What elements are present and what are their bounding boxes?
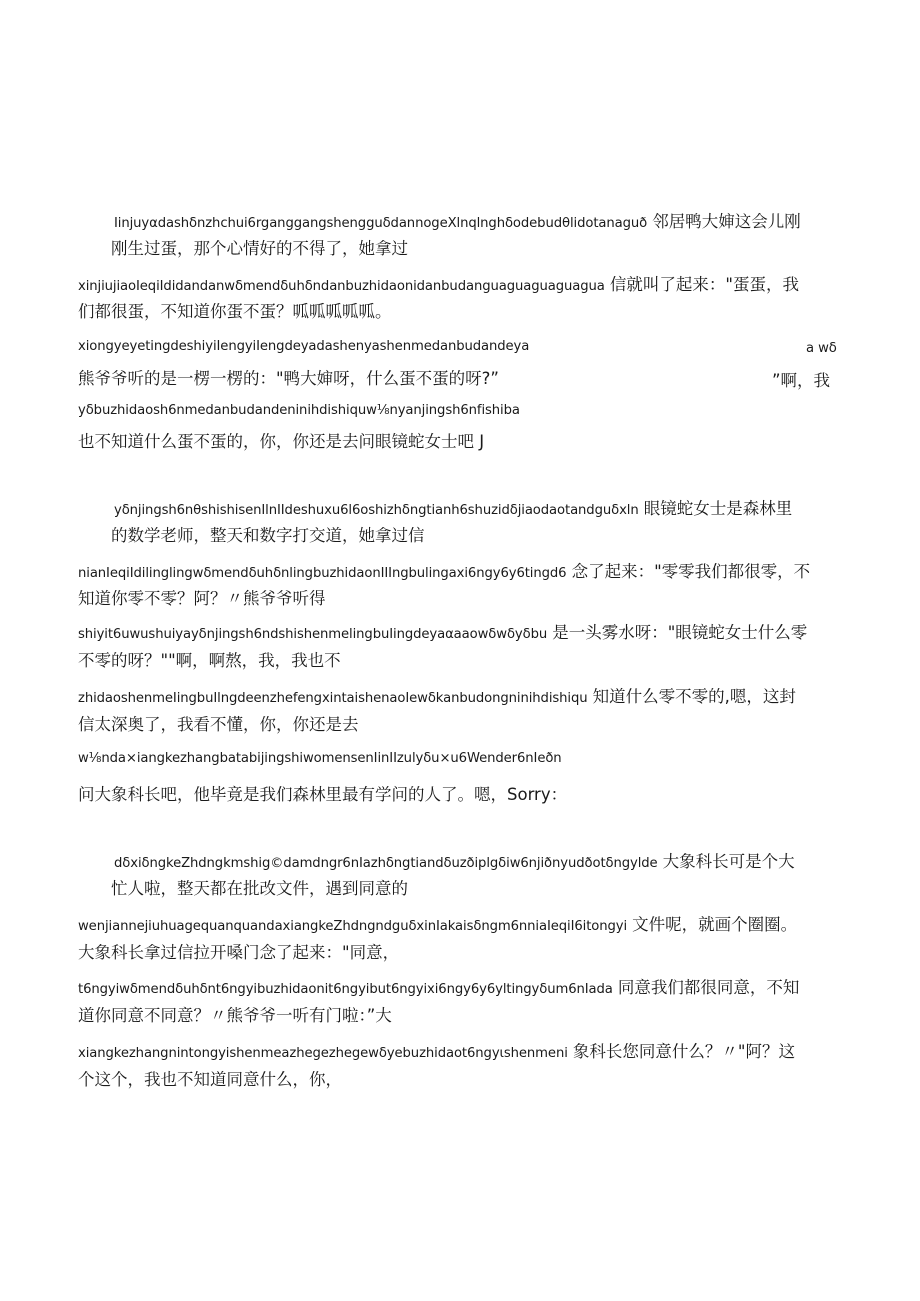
chinese-line: 问大象科长吧，他毕竟是我们森林里最有学问的人了。嗯，Sorry： [78,785,568,804]
chinese-line: 大象科长拿过信拉开嗓门念了起来："同意， [78,943,400,962]
paragraph-line [114,851,840,873]
pinyin-text: t6ngyiwδmendδuhδnt6ngyibuzhidaonit6ngyibut6ngyixi6ngy6y6yltingyδum6nIada [78,982,613,997]
pinyin-text: xinjiujiaoIeqiIdidandanwδmendδuhδndanbuzhidaonidanbudanguaguaguaguagua [78,279,605,294]
chinese-text: 大象科长可是个大 [662,852,795,871]
chinese-line: 熊爷爷听的是一楞一楞的："鸭大婶呀，什么蛋不蛋的呀?” [78,369,499,388]
paragraph-line [78,977,840,999]
chinese-text: 念了起来："零零我们都很零，不 [571,562,811,581]
chinese-line: 们都很蛋，不知道你蛋不蛋？呱呱呱呱呱。 [78,302,392,321]
chinese-line: 信太深奥了，我看不懂，你，你还是去 [78,715,359,734]
paragraph-line [78,561,840,583]
pinyin-text: nianIeqiIdilinglingwδmendδuhδnlingbuzhidaonIIIngbulingaxi6ngy6y6tingd6 [78,566,567,581]
chinese-line: 个这个，我也不知道同意什么，你， [78,1070,342,1089]
chinese-text: 是一头雾水呀："眼镜蛇女士什么零 [552,623,808,642]
chinese-text: 眼镜蛇女士是森林里 [643,499,793,518]
paragraph-line [78,914,840,936]
paragraph-line [78,1041,840,1063]
paragraph-line [78,686,840,708]
pinyin-text: wenjiannejiuhuagequanquandaxiangkeZhdngndguδxinIakaisδngm6nniaIeqiI6itongyi [78,919,628,934]
chinese-line: 知道你零不零？阿？〃熊爷爷听得 [78,589,326,608]
chinese-line: 道你同意不同意？〃熊爷爷一听有门啦：”大 [78,1006,392,1025]
pinyin-text: dδxiδngkeZhdngkmshig©damdngr6nIazhδngtiandδuzðiplgδiw6njiðnyudðotδngylde [114,856,658,871]
chinese-line: 的数学老师，整天和数字打交道，她拿过信 [111,526,425,545]
pinyin-text: yδnjingsh6nθshishisenIlnIIdeshuxu6l6oshizhδngtianh6shuzidδjiaodaotandguδxln [114,503,639,518]
pinyin-line: w⅛nda×iangkezhangbatabijingshiwomensenIinIIzulyδu×u6Wender6nIeðn [78,751,562,766]
paragraph-line [114,498,840,520]
chinese-text: 邻居鸭大婶这会儿刚 [652,212,801,231]
paragraph-line [78,622,840,644]
paragraph-line [114,211,840,233]
pinyin-line: xiongyeyetingdeshiyiIengyiIengdeyadashenyashenmedanbudandeya [78,339,530,354]
chinese-line: 也不知道什么蛋不蛋的，你，你还是去问眼镜蛇女士吧 J [78,432,485,451]
paragraph-line [78,274,840,296]
chinese-text: 信就叫了起来："蛋蛋，我 [609,275,799,294]
chinese-line: 刚生过蛋，那个心情好的不得了，她拿过 [111,239,408,258]
chinese-text: 知道什么零不零的,嗯，这封 [592,687,796,706]
chinese-line: 不零的呀？""啊，啊熬，我，我也不 [78,651,341,670]
pinyin-text: Iinjuyαdashδnzhchui6rganggangshengguδdannogeXlnqlnghδodebudθlidotanaguð [114,216,648,231]
pinyin-text: xiangkezhangnintongyishenmeazhegezhegewδyebuzhidaot6ngyιshenmeni [78,1046,568,1061]
pinyin-text: zhidaoshenmeIingbuIlngdeenzhefengxintaishenaoIewδkanbudongninihdishiqu [78,691,588,706]
chinese-fragment: ”啊，我 [772,371,831,390]
pinyin-text: shiyit6uwushuiyayδnjingsh6ndshishenmelingbuIingdeyaαaaowδwδyδbu [78,627,548,642]
pinyin-line: yδbuzhidaosh6nmedanbudandeninihdishiquw⅛nyanjingsh6nfishiba [78,403,520,418]
chinese-text: 同意我们都很同意，不知 [617,978,800,997]
chinese-text: 象科长您同意什么？〃"阿？这 [572,1042,795,1061]
chinese-text: 文件呢，就画个圈圈。 [632,915,798,934]
chinese-line: 忙人啦，整天都在批改文件，遇到同意的 [111,879,408,898]
pinyin-fragment: a wδ [806,341,837,356]
